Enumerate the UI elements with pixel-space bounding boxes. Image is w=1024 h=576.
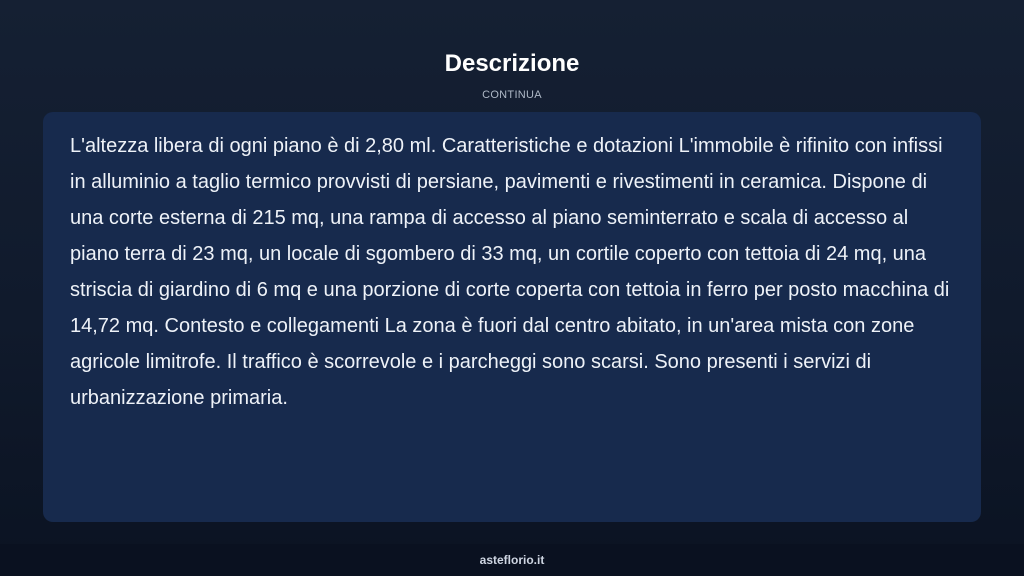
- page-title: Descrizione: [444, 50, 580, 77]
- page-subtitle: CONTINUA: [482, 89, 542, 101]
- description-panel: [43, 112, 981, 522]
- description-text: L'altezza libera di ogni piano è di 2,80 ml. Caratteristiche e dotazioni L'immobile è rifinito con infissi in alluminio a taglio termico provvisti di persiane, pavimenti e rivestimenti in ceramica. Dispone di una corte esterna di 215 mq, una rampa di accesso al piano seminterrato e scala di accesso al piano terra di 23 mq, un locale di sgombero di 33 mq, un cortile coperto con tettoia di 24 mq, una striscia di giardino di 6 mq e una porzione di corte coperta con tettoia in ferro per posto macchina di 14,72 mq. Contesto e collegamenti La zona è fuori dal centro abitato, in un'area mista con zone agricole limitrofe. Il traffico è scorrevole e i parcheggi sono scarsi. Sono presenti i servizi di urbanizzazione primaria.: [70, 135, 950, 409]
- footer-bar: [0, 544, 1024, 576]
- page-header: [0, 48, 1024, 102]
- footer-site-label: asteflorio.it: [479, 553, 545, 567]
